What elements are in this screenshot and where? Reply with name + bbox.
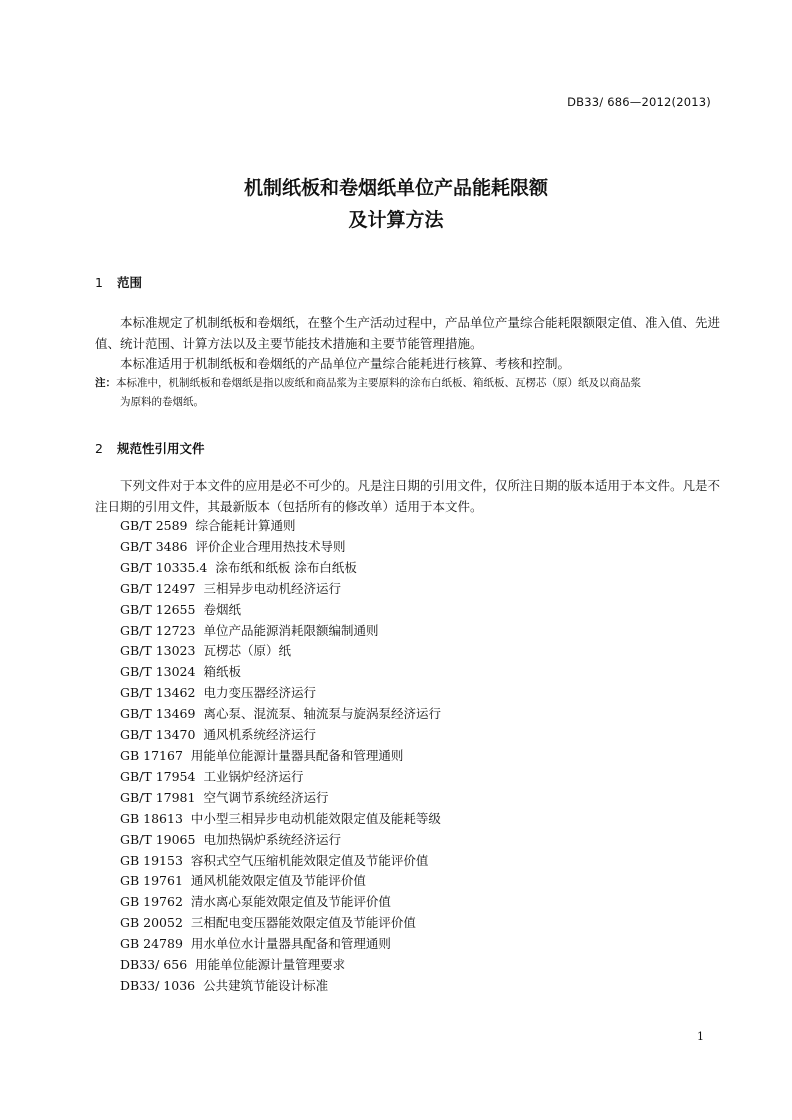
reference-title: 通风机系统经济运行 [203, 727, 316, 743]
reference-title: 用水单位水计量器具配备和管理通则 [190, 936, 391, 952]
reference-code: GB/T 12497 [120, 580, 196, 596]
reference-code: GB 19762 [120, 894, 183, 910]
reference-title: 用能单位能源计量管理要求 [195, 957, 346, 973]
reference-item [120, 934, 441, 955]
reference-code: GB 18613 [120, 810, 183, 826]
note-label: 注： [95, 377, 116, 389]
reference-item [120, 871, 441, 892]
reference-title: 工业锅炉经济运行 [203, 768, 304, 784]
reference-item [120, 955, 441, 976]
reference-code: GB/T 13469 [120, 706, 196, 722]
document-title [0, 172, 792, 236]
section-1-paragraph-2: 本标准适用于机制纸板和卷烟纸的产品单位产量综合能耗进行核算、考核和控制。 [120, 356, 571, 371]
reference-title: 评价企业合理用热技术导则 [195, 538, 346, 554]
reference-code: GB/T 13462 [120, 685, 196, 701]
reference-title: 离心泵、混流泵、轴流泵与旋涡泵经济运行 [203, 706, 441, 722]
reference-item [120, 558, 441, 579]
reference-title: 瓦楞芯（原）纸 [203, 643, 291, 659]
reference-item [120, 704, 441, 725]
reference-item [120, 746, 441, 767]
reference-item [120, 976, 441, 997]
section-2-number: 2 [95, 441, 103, 456]
reference-code: GB/T 13024 [120, 664, 196, 680]
reference-title: 卷烟纸 [203, 601, 241, 617]
reference-code: GB 19761 [120, 873, 183, 889]
page-number: 1 [697, 1030, 704, 1043]
title-line-2: 及计算方法 [348, 209, 444, 231]
reference-code: GB 20052 [120, 915, 183, 931]
title-line-1: 机制纸板和卷烟纸单位产品能耗限额 [243, 177, 548, 199]
section-1-heading [95, 273, 142, 291]
reference-title: 单位产品能源消耗限额编制通则 [203, 622, 379, 638]
reference-item [120, 892, 441, 913]
reference-title: 中小型三相异步电动机能效限定值及能耗等级 [190, 810, 441, 826]
section-2-title: 规范性引用文件 [117, 441, 205, 456]
reference-item [120, 600, 441, 621]
reference-title: 综合能耗计算通则 [195, 518, 296, 533]
reference-item [120, 767, 441, 788]
reference-code: GB 19153 [120, 852, 183, 868]
reference-title: 三相配电变压器能效限定值及节能评价值 [190, 915, 416, 931]
reference-title: 通风机能效限定值及节能评价值 [190, 873, 366, 889]
section-2-paragraph: 下列文件对于本文件的应用是必不可少的。凡是注日期的引用文件，仅所注日期的版本适用于本文件。凡是不注日期的引用文件，其最新版本（包括所有的修改单）适用于本文件。 [95, 478, 721, 514]
section-1-number: 1 [95, 275, 103, 290]
standard-code: DB33/ 686—2012(2013) [567, 95, 711, 109]
reference-item [120, 662, 441, 683]
reference-code: GB/T 10335.4 [120, 559, 208, 575]
section-1-title: 范围 [117, 275, 143, 290]
reference-title: 电力变压器经济运行 [203, 685, 316, 701]
reference-item [120, 683, 441, 704]
reference-code: GB/T 12655 [120, 601, 196, 617]
reference-item [120, 788, 441, 809]
reference-list [120, 516, 441, 997]
reference-title: 箱纸板 [203, 664, 241, 680]
section-1-note [95, 374, 720, 412]
note-continuation: 为原料的卷烟纸。 [120, 396, 204, 408]
reference-code: GB/T 17981 [120, 789, 196, 805]
note-text: 本标准中，机制纸板和卷烟纸是指以废纸和商品浆为主要原料的涂布白纸板、箱纸板、瓦楞芯（原）纸及以商品浆 [116, 377, 641, 389]
reference-item [120, 579, 441, 600]
reference-title: 容积式空气压缩机能效限定值及节能评价值 [190, 852, 429, 868]
reference-title: 清水离心泵能效限定值及节能评价值 [190, 894, 391, 910]
reference-code: GB/T 17954 [120, 768, 196, 784]
section-1-paragraph-1: 本标准规定了机制纸板和卷烟纸，在整个生产活动过程中，产品单位产量综合能耗限额限定值、准入值、先进值、统计范围、计算方法以及主要节能技术措施和主要节能管理措施。 [95, 315, 721, 351]
reference-code: GB/T 13023 [120, 643, 196, 659]
reference-item [120, 830, 441, 851]
reference-title: 用能单位能源计量器具配备和管理通则 [190, 747, 404, 763]
reference-title: 电加热锅炉系统经济运行 [203, 831, 341, 847]
reference-item [120, 809, 441, 830]
reference-code: GB/T 3486 [120, 538, 188, 554]
reference-item [120, 516, 441, 537]
reference-code: GB 24789 [120, 936, 183, 952]
reference-item [120, 725, 441, 746]
reference-title: 公共建筑节能设计标准 [203, 977, 329, 993]
reference-code: GB/T 19065 [120, 831, 196, 847]
section-2-heading [95, 439, 205, 457]
reference-code: GB/T 12723 [120, 622, 196, 638]
reference-item [120, 913, 441, 934]
reference-code: GB/T 2589 [120, 518, 188, 533]
reference-item [120, 641, 441, 662]
reference-title: 涂布纸和纸板 涂布白纸板 [215, 559, 357, 575]
reference-item [120, 621, 441, 642]
reference-item [120, 537, 441, 558]
reference-code: GB/T 13470 [120, 727, 196, 743]
reference-title: 空气调节系统经济运行 [203, 789, 329, 805]
reference-item [120, 851, 441, 872]
reference-title: 三相异步电动机经济运行 [203, 580, 341, 596]
reference-code: GB 17167 [120, 747, 183, 763]
reference-code: DB33/ 656 [120, 957, 188, 973]
reference-code: DB33/ 1036 [120, 977, 196, 993]
